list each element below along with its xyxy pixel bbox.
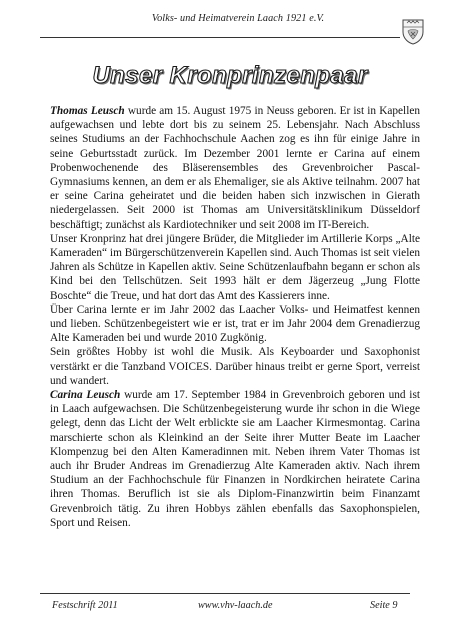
paragraph-text: wurde am 15. August 1975 in Neuss geboren. Er ist in Kapellen aufgewachsen und lebte dort bis zu seinem 25. Lebensjahr. Nach Abschluss seines Studiums an der Fachhochschule Aachen zog es ihn für einige Jahre in seine Geburtsstadt zurück. Im Dezember 2001 lernte er Carina auf einem Probenwochenende des Bläserensembles des Grevenbroicher Pascal-Gymnasiums kennen, an dem er als Ehemaliger, sie als Aktive teilnahm. 2007 hat er seine Carina geheiratet und die beiden haben sich inzwischen in Gierath niedergelassen. Seit 2000 ist Thomas am Universitätsklinikum Düsseldorf beschäftigt; zunächst als Kardiotechniker und seit 2008 im IT-Bereich. — [50, 105, 420, 231]
paragraph-text: wurde am 17. September 1984 in Grevenbroich geboren und ist in Laach aufgewachsen. Die Schützenbegeisterung wurde ihr schon in die Wiege gelegt, denn das Licht der Welt erblickte sie am Laacher Kirmesmontag. Carina marschierte schon als Kleinkind an der Seite ihrer Mutter Beate im Laacher Klompenzug bei den Alten Kameradinnen mit. Neben ihrem Vater Thomas ist auch ihr Bruder Andreas im Grenadierzug Alte Kameraden aktiv. Nach ihrem Studium an der Fachhochschule für Finanzen in Nordkirchen heiratete Carina ihren Thomas. Beruflich ist sie als Diplom-Finanzwirtin beim Finanzamt Grevenbroich tätig. Zu ihren Hobbys zählen ebenfalls das Saxophonspielen, Sport und Reisen. — [50, 389, 420, 529]
paragraph-thomas — [50, 104, 420, 232]
paragraph-hobby: Sein größtes Hobby ist wohl die Musik. Als Keyboarder und Saxophonist verstärkt er die Tanzband VOICES. Darüber hinaus treibt er gerne Sport, verreist und wandert. — [50, 346, 420, 387]
footer-publication: Festschrift 2011 — [52, 600, 118, 611]
paragraph-brothers: Unser Kronprinz hat drei jüngere Brüder, die Mitglieder im Artillerie Korps „Alte Kameraden“ im Bürgerschützenverein Kapellen sind. Auch Thomas ist seit vielen Jahren als Schütze in Kapellen aktiv. Seine Schützenlaufbahn begann er schon als Kind bei den Tellschützen. Seit 1993 hält er dem Jägerzeug „Jung Flotte Boschte“ die Treue, und hat dort das Amt des Kassierers inne. — [50, 232, 420, 302]
page-title: Unser Kronprinzenpaar — [92, 62, 368, 89]
paragraph-laach: Über Carina lernte er im Jahr 2002 das Laacher Volks- und Heimatfest kennen und lieben. Schützenbegeistert wie er ist, trat er im Jahr 2004 dem Grenadierzug Alte Kameraden bei und wurde 2010 Zugkönig. — [50, 303, 420, 345]
person-name-thomas: Thomas Leusch — [50, 105, 125, 117]
paragraph-carina — [50, 388, 420, 530]
header-title: Volks- und Heimatverein Laach 1921 e.V. — [151, 13, 325, 24]
article-body — [50, 104, 420, 530]
person-name-carina: Carina Leusch — [50, 389, 121, 402]
page-number: Seite 9 — [370, 600, 398, 611]
coat-of-arms-icon — [402, 19, 424, 45]
footer-website-link[interactable]: www.vhv-laach.de — [198, 600, 273, 611]
header-divider — [40, 37, 400, 38]
footer-divider — [40, 593, 410, 594]
